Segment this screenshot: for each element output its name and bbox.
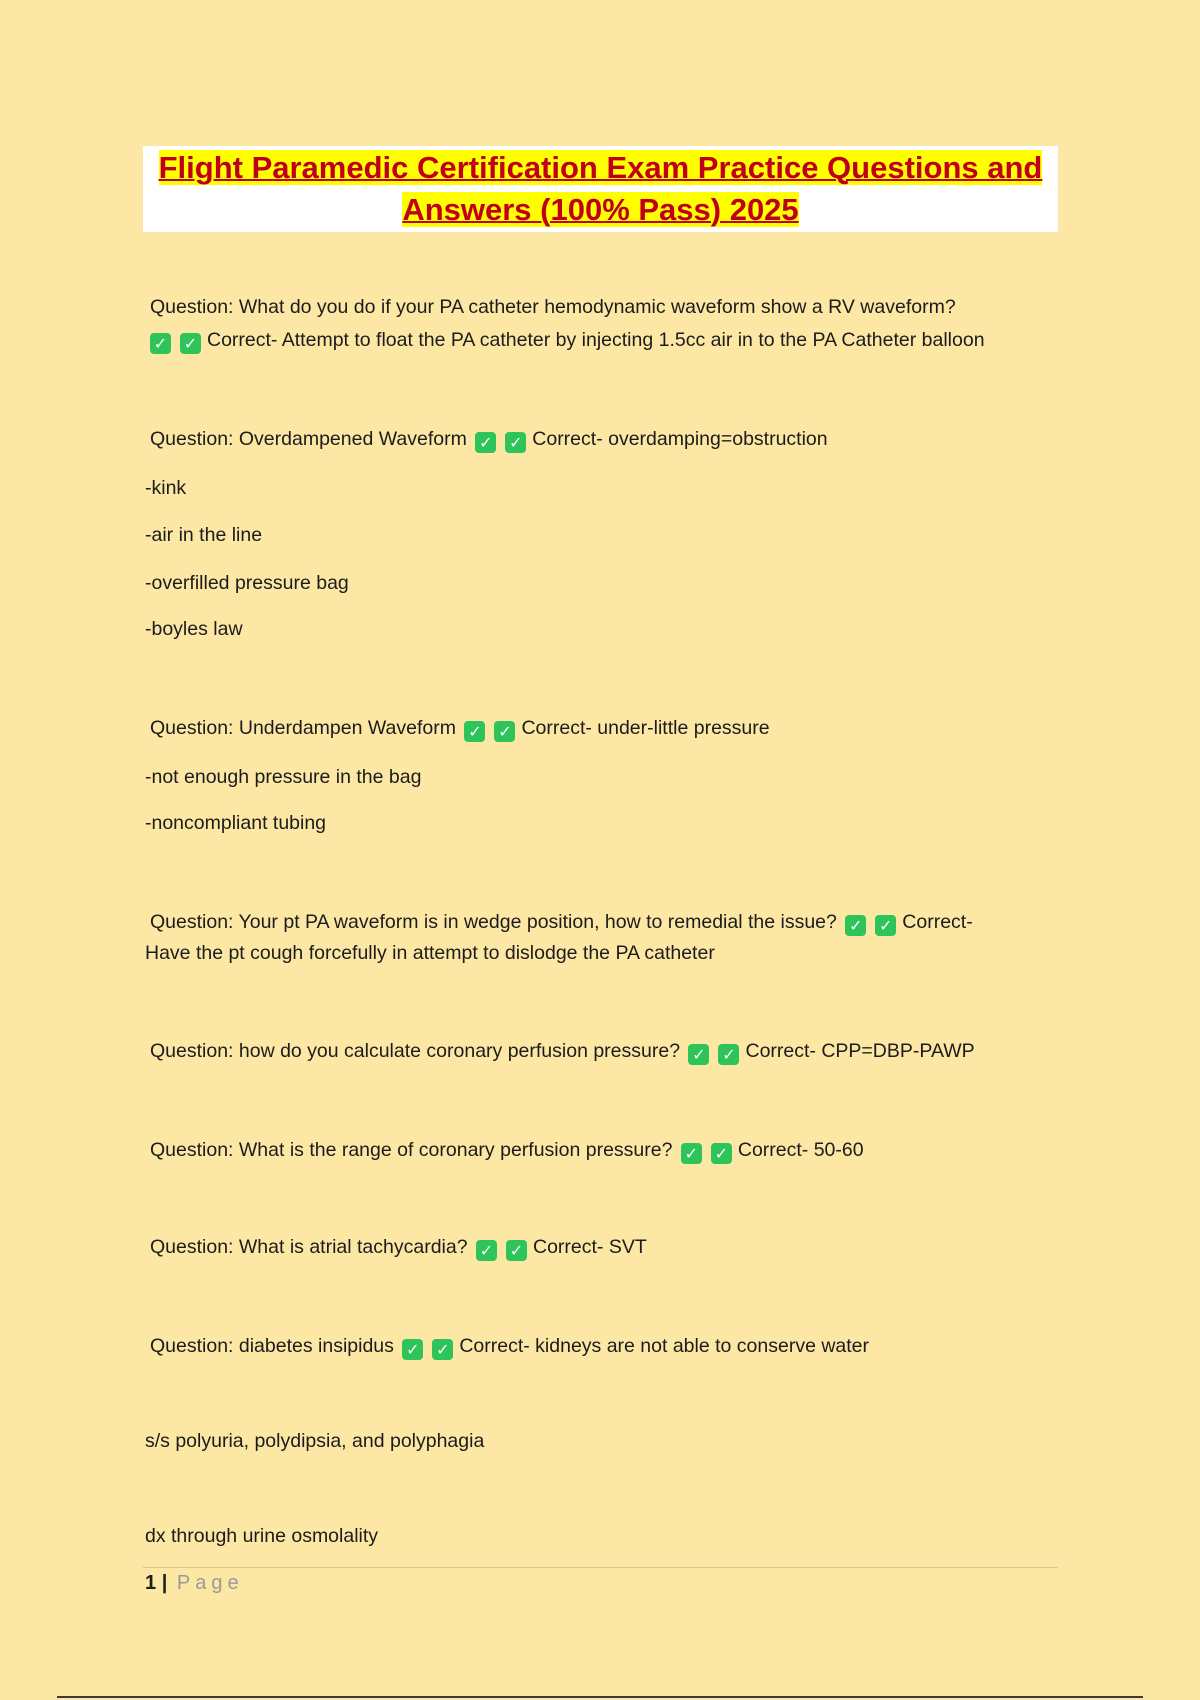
- question-8: [150, 1334, 869, 1360]
- answer-text: Correct- kidneys are not able to conserve water: [459, 1335, 870, 1357]
- document-title: [143, 146, 1058, 232]
- check-box-icon: ✓: [402, 1339, 423, 1360]
- question-2: [150, 427, 828, 453]
- page-separator: |: [161, 1572, 168, 1594]
- question-text: Question: Your pt PA waveform is in wedge position, how to remedial the issue?: [150, 911, 837, 933]
- check-box-icon: ✓: [475, 432, 496, 453]
- check-box-icon: ✓: [845, 915, 866, 936]
- title-line-1: Flight Paramedic Certification Exam Practice Questions and: [158, 150, 1043, 185]
- title-line-2: Answers (100% Pass) 2025: [402, 192, 799, 227]
- check-box-icon: ✓: [688, 1044, 709, 1065]
- answer-text: Correct- CPP=DBP-PAWP: [745, 1040, 975, 1062]
- detail-line: -noncompliant tubing: [145, 812, 327, 834]
- check-box-icon: ✓: [681, 1143, 702, 1164]
- detail-line: dx through urine osmolality: [145, 1525, 379, 1547]
- question-text: Question: What do you do if your PA catheter hemodynamic waveform show a RV waveform?: [150, 296, 956, 318]
- detail-line: -boyles law: [145, 618, 243, 640]
- answer-continuation: Have the pt cough forcefully in attempt to dislodge the PA catheter: [145, 942, 715, 964]
- check-box-icon: ✓: [432, 1339, 453, 1360]
- check-box-icon: ✓: [711, 1143, 732, 1164]
- question-text: Question: Overdampened Waveform: [150, 428, 467, 450]
- page-label: Page: [176, 1572, 244, 1594]
- check-box-icon: ✓: [718, 1044, 739, 1065]
- detail-line: -air in the line: [145, 524, 263, 546]
- question-4: [150, 910, 973, 936]
- check-box-icon: ✓: [506, 1240, 527, 1261]
- check-box-icon: ✓: [875, 915, 896, 936]
- question-text: Question: What is the range of coronary perfusion pressure?: [150, 1139, 673, 1161]
- answer-text: Correct- Attempt to float the PA catheter by injecting 1.5cc air in to the PA Catheter balloon: [207, 329, 985, 351]
- answer-text: Correct-: [902, 911, 973, 933]
- check-box-icon: ✓: [150, 333, 171, 354]
- answer-1: [150, 328, 985, 354]
- question-3: [150, 716, 770, 742]
- bottom-border: [57, 1696, 1143, 1698]
- question-1: [150, 295, 956, 319]
- detail-line: s/s polyuria, polydipsia, and polyphagia: [145, 1430, 485, 1452]
- page-number: 1: [145, 1572, 157, 1594]
- check-box-icon: ✓: [464, 721, 485, 742]
- question-text: Question: Underdampen Waveform: [150, 717, 457, 739]
- answer-text: Correct- SVT: [532, 1236, 647, 1258]
- detail-line: -overfilled pressure bag: [145, 572, 349, 594]
- question-6: [150, 1138, 864, 1164]
- answer-text: Correct- 50-60: [737, 1139, 864, 1161]
- check-box-icon: ✓: [505, 432, 526, 453]
- question-text: Question: diabetes insipidus: [150, 1335, 394, 1357]
- detail-line: -kink: [145, 477, 187, 499]
- detail-line: -not enough pressure in the bag: [145, 766, 422, 788]
- answer-text: Correct- under-little pressure: [521, 717, 770, 739]
- footer-divider: [143, 1567, 1058, 1568]
- check-box-icon: ✓: [476, 1240, 497, 1261]
- check-box-icon: ✓: [180, 333, 201, 354]
- page-footer: [145, 1572, 244, 1595]
- question-text: Question: how do you calculate coronary perfusion pressure?: [150, 1040, 681, 1062]
- check-box-icon: ✓: [494, 721, 515, 742]
- answer-text: Correct- overdamping=obstruction: [532, 428, 828, 450]
- question-text: Question: What is atrial tachycardia?: [150, 1236, 468, 1258]
- question-7: [150, 1235, 647, 1261]
- question-5: [150, 1039, 975, 1065]
